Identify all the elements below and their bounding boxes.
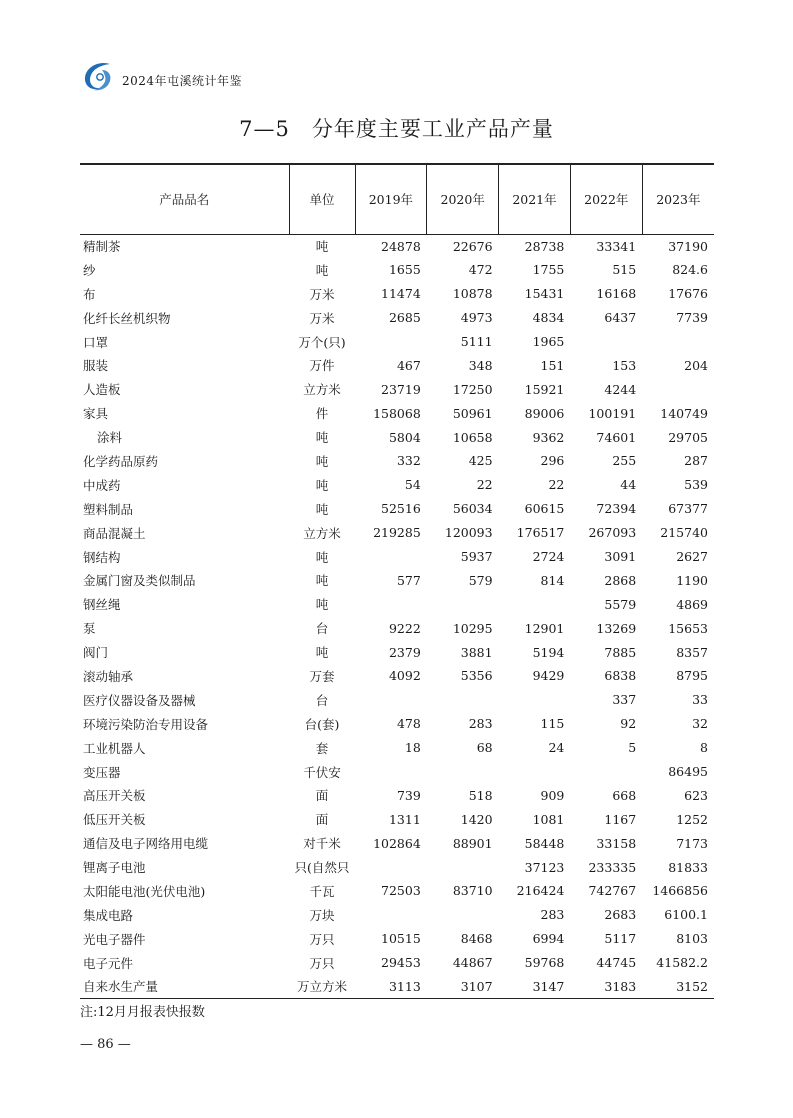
product-name-cell: 中成药 (83, 477, 121, 493)
value-cell: 32 (692, 716, 708, 732)
unit-cell: 台(套) (304, 716, 340, 732)
product-name-cell: 精制茶 (83, 239, 121, 255)
value-cell (642, 377, 714, 401)
table-row (80, 640, 714, 664)
product-name-cell: 人造板 (83, 382, 121, 398)
value-cell: 332 (396, 453, 421, 469)
value-cell: 10515 (381, 931, 421, 947)
table-body (80, 234, 714, 999)
value-cell: 5804 (388, 429, 421, 445)
value-cell: 72503 (381, 883, 421, 899)
value-cell: 267093 (588, 525, 637, 541)
product-name-cell: 自来水生产量 (80, 975, 289, 999)
value-cell: 2868 (604, 572, 637, 588)
value-cell: 102864 (373, 835, 421, 851)
value-cell: 86495 (668, 764, 708, 780)
value-cell: 233335 (588, 859, 637, 875)
value-cell: 12901 (524, 620, 565, 636)
value-cell: 5 (628, 740, 637, 756)
table-row (80, 377, 714, 401)
value-cell (355, 688, 427, 712)
unit-cell: 只(自然只 (294, 860, 350, 876)
value-cell: 9362 (532, 429, 565, 445)
value-cell: 29705 (668, 429, 708, 445)
value-cell: 8357 (676, 644, 708, 660)
unit-cell: 立方米 (303, 525, 341, 541)
product-name-cell: 商品混凝土 (83, 525, 146, 541)
product-name-cell: 锂离子电池 (83, 860, 146, 876)
value-cell: 739 (396, 787, 421, 803)
value-cell (427, 903, 499, 927)
product-name-cell: 阀门 (83, 645, 109, 661)
unit-cell: 吨 (315, 549, 329, 565)
value-cell: 8468 (460, 931, 493, 947)
column-header-2021: 2021年 (499, 164, 571, 234)
value-cell: 59768 (524, 955, 565, 971)
product-name-cell: 低压开关板 (83, 812, 146, 828)
value-cell: 3183 (570, 975, 642, 999)
value-cell: 472 (468, 262, 493, 278)
table-row (80, 616, 714, 640)
value-cell: 6994 (532, 931, 565, 947)
unit-cell: 吨 (315, 262, 329, 278)
column-header-2023: 2023年 (642, 164, 714, 234)
value-cell: 22 (476, 477, 493, 493)
table-row (80, 664, 714, 688)
value-cell: 89006 (524, 405, 565, 421)
value-cell (355, 545, 427, 569)
value-cell: 2379 (388, 644, 421, 660)
value-cell: 337 (612, 692, 637, 708)
value-cell: 17676 (668, 286, 708, 302)
value-cell: 13269 (596, 620, 637, 636)
value-cell (499, 760, 571, 784)
value-cell: 81833 (668, 859, 708, 875)
product-name-cell: 通信及电子网络用电缆 (83, 836, 209, 852)
unit-cell: 台 (315, 692, 329, 708)
table-row (80, 353, 714, 377)
table-row (80, 282, 714, 306)
product-name-cell: 光电子器件 (83, 931, 146, 947)
value-cell: 8103 (676, 931, 708, 947)
value-cell: 22 (548, 477, 565, 493)
unit-cell: 吨 (315, 453, 329, 469)
value-cell: 1420 (460, 811, 493, 827)
value-cell: 88901 (452, 835, 493, 851)
value-cell (427, 688, 499, 712)
table-number: 7—5 (239, 117, 290, 141)
value-cell: 158068 (373, 405, 421, 421)
value-cell (570, 760, 642, 784)
value-cell (355, 592, 427, 616)
value-cell: 478 (396, 716, 421, 732)
value-cell: 2683 (604, 907, 637, 923)
value-cell: 204 (684, 357, 708, 373)
unit-cell: 面 (315, 812, 329, 828)
value-cell: 44745 (596, 955, 637, 971)
value-cell: 83710 (452, 883, 493, 899)
unit-cell: 吨 (315, 430, 329, 446)
table-row (80, 592, 714, 616)
product-name-cell: 泵 (83, 621, 96, 637)
value-cell (427, 592, 499, 616)
value-cell: 5194 (532, 644, 565, 660)
unit-cell: 件 (315, 406, 329, 422)
value-cell: 153 (612, 357, 637, 373)
value-cell (355, 330, 427, 354)
unit-cell: 万件 (309, 358, 335, 374)
value-cell: 10295 (452, 620, 493, 636)
unit-cell: 万米 (309, 310, 335, 326)
value-cell: 3147 (499, 975, 571, 999)
value-cell: 22676 (452, 238, 493, 254)
table-row (80, 831, 714, 855)
column-header-2020: 2020年 (427, 164, 499, 234)
product-name-cell: 口罩 (83, 334, 109, 350)
value-cell: 17250 (452, 381, 493, 397)
unit-cell: 千伏安 (303, 764, 341, 780)
product-name-cell: 医疗仪器设备及器械 (83, 692, 196, 708)
value-cell: 577 (396, 572, 421, 588)
column-header-2019: 2019年 (355, 164, 427, 234)
product-name-cell: 工业机器人 (83, 740, 146, 756)
value-cell: 515 (612, 262, 637, 278)
value-cell: 1655 (388, 262, 421, 278)
value-cell: 287 (684, 453, 708, 469)
table-row (80, 401, 714, 425)
value-cell: 2627 (676, 549, 708, 565)
value-cell: 539 (684, 477, 708, 493)
value-cell (570, 330, 642, 354)
value-cell: 8 (700, 740, 708, 756)
value-cell: 23719 (381, 381, 421, 397)
value-cell: 7885 (604, 644, 637, 660)
value-cell: 1190 (676, 572, 708, 588)
value-cell: 215740 (660, 525, 708, 541)
unit-cell: 吨 (315, 501, 329, 517)
value-cell: 10658 (452, 429, 493, 445)
value-cell: 68 (476, 740, 493, 756)
product-name-cell: 太阳能电池(光伏电池) (83, 883, 206, 899)
page-header (80, 58, 242, 94)
value-cell: 5579 (604, 596, 637, 612)
value-cell: 16168 (596, 286, 637, 302)
value-cell: 668 (612, 787, 637, 803)
value-cell: 151 (540, 357, 565, 373)
unit-cell: 吨 (315, 573, 329, 589)
unit-cell: 万只 (309, 955, 335, 971)
product-name-cell: 钢丝绳 (83, 597, 121, 613)
column-header-2022: 2022年 (570, 164, 642, 234)
value-cell (355, 760, 427, 784)
product-name-cell: 涂料 (97, 430, 123, 446)
table-row (80, 760, 714, 784)
value-cell: 1466856 (652, 883, 708, 899)
table-row (80, 807, 714, 831)
value-cell: 1965 (532, 334, 565, 349)
value-cell: 824.6 (672, 262, 708, 278)
product-name-cell: 环境污染防治专用设备 (83, 716, 209, 732)
value-cell: 5117 (604, 931, 637, 947)
value-cell: 29453 (381, 955, 421, 971)
unit-cell: 立方米 (303, 382, 341, 398)
table-row (80, 736, 714, 760)
value-cell: 33341 (596, 238, 637, 254)
value-cell: 283 (540, 907, 565, 923)
unit-cell: 万只 (309, 931, 335, 947)
value-cell: 348 (468, 357, 493, 373)
value-cell: 425 (468, 453, 493, 469)
value-cell: 11474 (381, 286, 421, 302)
unit-cell: 万块 (309, 907, 335, 923)
unit-cell: 套 (315, 740, 329, 756)
table-row (80, 688, 714, 712)
production-table (80, 163, 714, 999)
value-cell: 15921 (524, 381, 565, 397)
value-cell: 58448 (524, 835, 565, 851)
unit-cell: 吨 (315, 477, 329, 493)
value-cell: 140749 (660, 405, 708, 421)
value-cell: 28738 (524, 238, 565, 254)
product-name-cell: 塑料制品 (83, 501, 134, 517)
value-cell: 1252 (676, 811, 708, 827)
unit-cell: 万套 (309, 668, 335, 684)
unit-cell: 万立方米 (289, 975, 355, 999)
value-cell: 467 (396, 357, 421, 373)
value-cell: 24878 (381, 238, 421, 254)
value-cell: 3113 (355, 975, 427, 999)
value-cell (355, 903, 427, 927)
product-name-cell: 滚动轴承 (83, 668, 134, 684)
value-cell: 50961 (452, 405, 493, 421)
value-cell: 909 (540, 787, 565, 803)
value-cell: 15431 (524, 286, 565, 302)
value-cell: 5356 (460, 668, 493, 684)
value-cell: 5111 (460, 334, 493, 349)
value-cell: 100191 (588, 405, 637, 421)
table-row (80, 879, 714, 903)
table-row (80, 234, 714, 258)
value-cell: 6437 (604, 310, 637, 326)
value-cell (427, 760, 499, 784)
value-cell: 37123 (524, 859, 565, 875)
value-cell: 3152 (642, 975, 714, 999)
product-name-cell: 布 (83, 286, 96, 302)
table-header-row (80, 164, 714, 234)
value-cell: 216424 (516, 883, 565, 899)
unit-cell: 万个(只) (298, 334, 346, 350)
product-name-cell: 集成电路 (83, 907, 134, 923)
table-row (80, 903, 714, 927)
value-cell: 56034 (452, 501, 493, 517)
table-row (80, 497, 714, 521)
value-cell: 3107 (427, 975, 499, 999)
value-cell (427, 855, 499, 879)
value-cell: 7173 (676, 835, 708, 851)
product-name-cell: 电子元件 (83, 955, 134, 971)
table-row (80, 545, 714, 569)
value-cell: 7739 (676, 310, 708, 326)
value-cell: 2685 (388, 310, 421, 326)
value-cell: 15653 (668, 620, 708, 636)
table-row (80, 306, 714, 330)
value-cell: 2724 (532, 549, 565, 565)
unit-cell: 千瓦 (309, 883, 335, 899)
column-header-unit: 单位 (289, 164, 355, 234)
table-row (80, 951, 714, 975)
value-cell: 1081 (532, 811, 565, 827)
value-cell: 67377 (668, 501, 708, 517)
table-row (80, 783, 714, 807)
product-name-cell: 家具 (83, 406, 109, 422)
yearbook-logo-icon (80, 58, 116, 94)
value-cell (642, 330, 714, 354)
value-cell: 33 (692, 692, 708, 708)
value-cell: 24 (548, 740, 565, 756)
value-cell: 44867 (452, 955, 493, 971)
product-name-cell: 服装 (83, 358, 109, 374)
table-row (80, 449, 714, 473)
product-name-cell: 纱 (83, 262, 96, 278)
value-cell: 9429 (532, 668, 565, 684)
value-cell: 72394 (596, 501, 637, 517)
table-row (80, 425, 714, 449)
table-row (80, 927, 714, 951)
table-row (80, 568, 714, 592)
table-title: 分年度主要工业产品产量 (311, 117, 554, 141)
value-cell: 1755 (532, 262, 565, 278)
value-cell: 41582.2 (656, 955, 708, 971)
unit-cell: 面 (315, 788, 329, 804)
column-header-product: 产品品名 (80, 164, 289, 234)
product-name-cell: 化纤长丝机织物 (83, 310, 171, 326)
product-name-cell: 化学药品原药 (83, 453, 159, 469)
value-cell: 4973 (460, 310, 493, 326)
product-name-cell: 高压开关板 (83, 788, 146, 804)
value-cell: 3091 (604, 549, 637, 565)
value-cell: 115 (540, 716, 565, 732)
value-cell: 255 (612, 453, 637, 469)
value-cell: 1311 (388, 811, 421, 827)
unit-cell: 对千米 (303, 836, 341, 852)
value-cell (499, 688, 571, 712)
value-cell: 60615 (524, 501, 565, 517)
value-cell: 4092 (388, 668, 421, 684)
unit-cell: 万米 (309, 286, 335, 302)
value-cell: 6100.1 (664, 907, 708, 923)
value-cell: 52516 (381, 501, 421, 517)
table-row (80, 855, 714, 879)
value-cell: 10878 (452, 286, 493, 302)
value-cell: 33158 (596, 835, 637, 851)
value-cell (499, 592, 571, 616)
value-cell: 742767 (588, 883, 637, 899)
value-cell: 18 (404, 740, 421, 756)
page-title (0, 113, 793, 143)
value-cell: 92 (620, 716, 637, 732)
product-name-cell: 钢结构 (83, 549, 121, 565)
unit-cell: 台 (315, 621, 329, 637)
value-cell: 4244 (604, 381, 637, 397)
value-cell: 8795 (676, 668, 708, 684)
table-note: 注:12月月报表快报数 (80, 1005, 205, 1020)
value-cell: 814 (540, 572, 565, 588)
value-cell: 44 (620, 477, 637, 493)
unit-cell: 吨 (315, 239, 329, 255)
page-number: — 86 — (80, 1037, 131, 1052)
yearbook-title: 2024年屯溪统计年鉴 (122, 73, 243, 88)
value-cell: 579 (468, 572, 493, 588)
table-row (80, 975, 714, 999)
value-cell: 6838 (604, 668, 637, 684)
value-cell: 296 (540, 453, 565, 469)
value-cell: 54 (404, 477, 421, 493)
value-cell: 176517 (516, 525, 565, 541)
value-cell: 37190 (668, 238, 708, 254)
value-cell: 4834 (532, 310, 565, 326)
value-cell (355, 855, 427, 879)
value-cell: 9222 (388, 620, 421, 636)
unit-cell: 吨 (315, 645, 329, 661)
value-cell: 623 (684, 787, 708, 803)
table-row (80, 521, 714, 545)
value-cell: 74601 (596, 429, 637, 445)
unit-cell: 吨 (315, 597, 329, 613)
value-cell: 120093 (444, 525, 493, 541)
value-cell: 219285 (373, 525, 421, 541)
product-name-cell: 变压器 (83, 764, 121, 780)
value-cell: 518 (468, 787, 493, 803)
value-cell: 1167 (604, 811, 637, 827)
table-row (80, 712, 714, 736)
value-cell: 5937 (460, 549, 493, 565)
table-row (80, 473, 714, 497)
table-row (80, 330, 714, 354)
value-cell: 283 (468, 716, 493, 732)
product-name-cell: 金属门窗及类似制品 (83, 573, 196, 589)
table-row (80, 258, 714, 282)
value-cell: 4869 (676, 596, 708, 612)
value-cell: 3881 (460, 644, 493, 660)
